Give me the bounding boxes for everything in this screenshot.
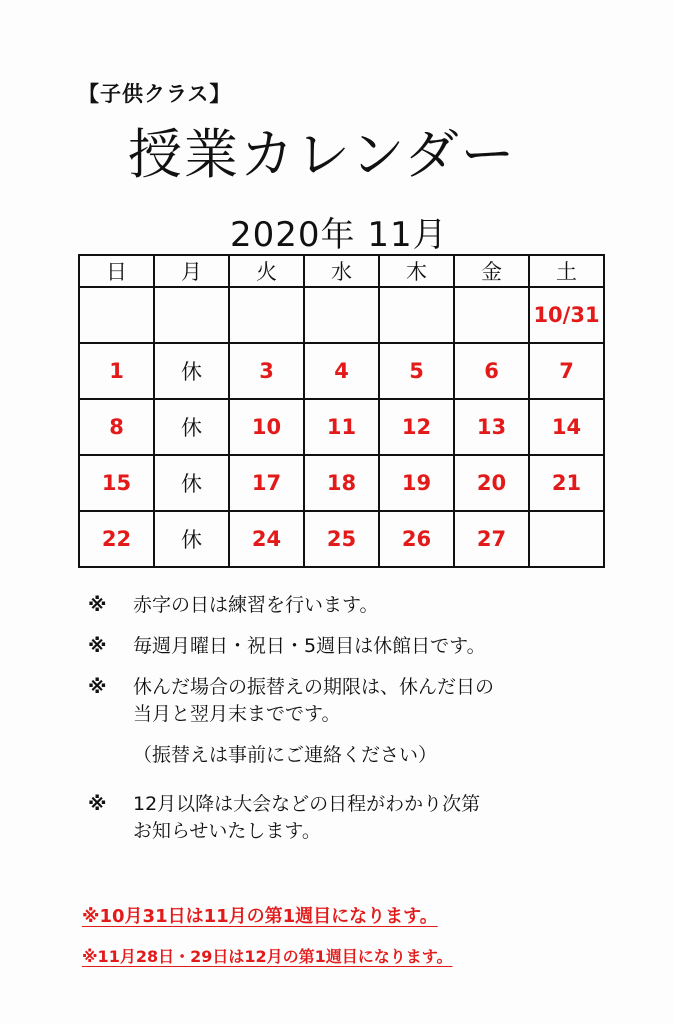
calendar-table (78, 254, 605, 568)
important-notes (82, 902, 642, 967)
closed-day-cell: 休 (154, 511, 229, 567)
closed-day-cell: 休 (154, 399, 229, 455)
notes-section (88, 592, 648, 859)
note-text: 赤字の日は練習を行います。 (133, 594, 379, 616)
day-cell (154, 287, 229, 343)
weekday-sun: 日 (79, 255, 154, 287)
day-cell: 21 (529, 455, 604, 511)
day-cell (229, 287, 304, 343)
day-cell: 7 (529, 343, 604, 399)
week-row (79, 399, 604, 455)
note-item (88, 592, 648, 619)
note-text: お知らせいたします。 (133, 820, 321, 842)
day-cell: 12 (379, 399, 454, 455)
note-item (88, 633, 648, 660)
day-cell: 26 (379, 511, 454, 567)
note-parenthetical: （振替えは事前にご連絡ください） (133, 744, 438, 766)
weekday-header-row (79, 255, 604, 287)
weekday-mon: 月 (154, 255, 229, 287)
note-text: 12月以降は大会などの日程がわかり次第 (133, 793, 481, 815)
week-row (79, 455, 604, 511)
note-item (88, 791, 648, 845)
day-cell (379, 287, 454, 343)
day-cell (454, 287, 529, 343)
week-row (79, 343, 604, 399)
note-mark: ※ (88, 793, 107, 815)
day-cell: 1 (79, 343, 154, 399)
closed-day-cell: 休 (154, 455, 229, 511)
important-note-2: ※11月28日・29日は12月の第1週目になります。 (82, 947, 453, 966)
day-cell: 13 (454, 399, 529, 455)
weekday-wed: 水 (304, 255, 379, 287)
day-cell: 15 (79, 455, 154, 511)
day-cell: 8 (79, 399, 154, 455)
note-text: 毎週月曜日・祝日・5週目は休館日です。 (133, 635, 486, 657)
important-note-1: ※10月31日は11月の第1週目になります。 (82, 906, 438, 927)
day-cell (529, 511, 604, 567)
day-cell (79, 287, 154, 343)
class-subtitle: 【子供クラス】 (78, 82, 232, 106)
note-text: 当月と翌月末までです。 (133, 703, 341, 725)
note-mark: ※ (88, 635, 107, 657)
day-cell: 19 (379, 455, 454, 511)
day-cell: 20 (454, 455, 529, 511)
page-title: 授業カレンダー (128, 123, 517, 186)
week-row (79, 511, 604, 567)
week-row (79, 287, 604, 343)
note-text: 休んだ場合の振替えの期限は、休んだ日の (133, 676, 495, 698)
day-cell: 6 (454, 343, 529, 399)
weekday-thu: 木 (379, 255, 454, 287)
day-cell: 3 (229, 343, 304, 399)
weekday-sat: 土 (529, 255, 604, 287)
day-cell: 5 (379, 343, 454, 399)
weekday-fri: 金 (454, 255, 529, 287)
day-cell: 10 (229, 399, 304, 455)
closed-day-cell: 休 (154, 343, 229, 399)
day-cell: 27 (454, 511, 529, 567)
note-mark: ※ (88, 594, 107, 616)
day-cell (304, 287, 379, 343)
note-item (88, 674, 648, 728)
note-mark: ※ (88, 676, 107, 698)
day-cell: 10/31 (529, 287, 604, 343)
weekday-tue: 火 (229, 255, 304, 287)
day-cell: 25 (304, 511, 379, 567)
day-cell: 24 (229, 511, 304, 567)
day-cell: 17 (229, 455, 304, 511)
day-cell: 4 (304, 343, 379, 399)
day-cell: 18 (304, 455, 379, 511)
month-label: 2020年 11月 (230, 215, 448, 255)
day-cell: 14 (529, 399, 604, 455)
day-cell: 11 (304, 399, 379, 455)
day-cell: 22 (79, 511, 154, 567)
